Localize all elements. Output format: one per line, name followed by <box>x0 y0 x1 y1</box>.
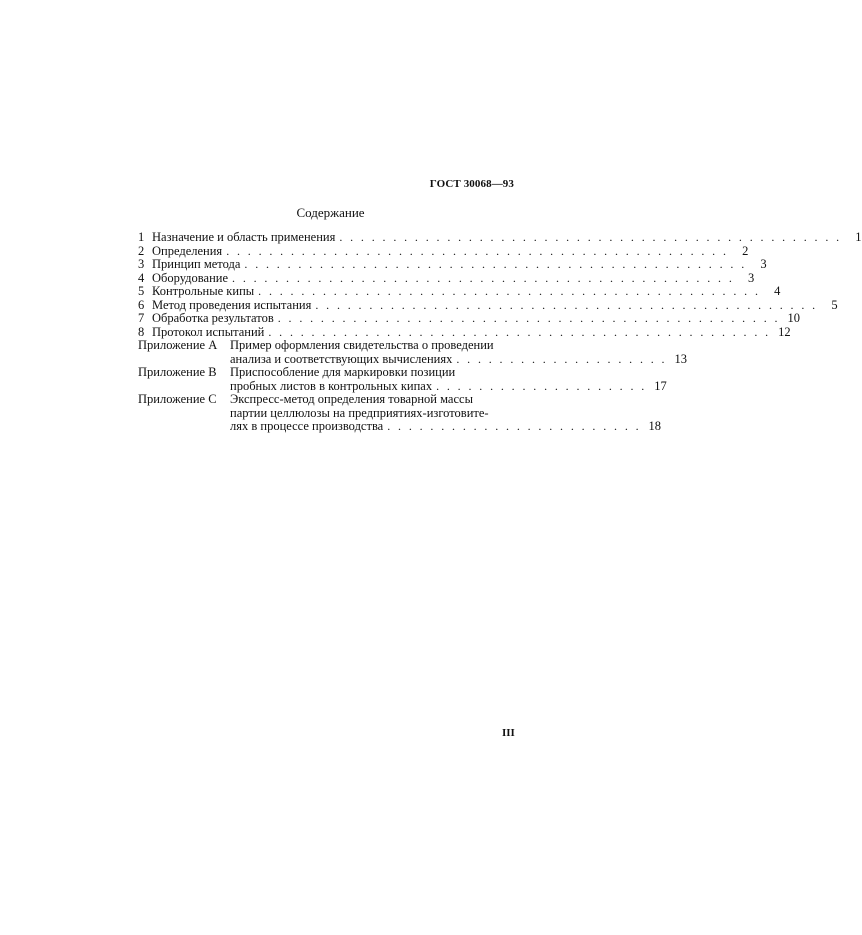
dot-leader: . . . . . . . . . . . . . . . . . . . . . . . . . . . . . . . . . . . . . . . . . . . . . . . <box>277 311 780 325</box>
toc-entry-2[interactable] <box>138 243 749 259</box>
toc-entry-1[interactable] <box>138 230 862 245</box>
table-of-contents <box>138 230 862 434</box>
toc-entry-page: 18 <box>648 419 662 433</box>
toc-entry-page: 12 <box>778 324 791 339</box>
toc-appendix-b[interactable] <box>138 365 667 393</box>
page-number: III <box>502 727 515 739</box>
dot-leader: . . . . . . . . . . . . . . . . . . . . <box>436 378 647 393</box>
toc-entry-title: Контрольные кипы <box>152 284 255 298</box>
toc-entry-title: Обработка результатов <box>152 311 274 325</box>
toc-entry-number: 6 <box>138 297 145 312</box>
dot-leader: . . . . . . . . . . . . . . . . . . . . . . . . . . . . . . . . . . . . . . . . . . . . . . . <box>258 284 761 298</box>
appendix-title-line: Приспособление для маркировки позиции <box>230 365 456 379</box>
appendix-title-line: Пример оформления свидетельства о проведении <box>230 338 494 352</box>
toc-entry-page: 2 <box>742 243 749 258</box>
appendix-label: Приложение А <box>138 338 218 352</box>
toc-entry-page: 3 <box>760 257 767 271</box>
appendix-title-line: анализа и соответствующих вычислениях <box>230 351 453 366</box>
toc-entry-page: 3 <box>747 270 755 285</box>
dot-leader: . . . . . . . . . . . . . . . . . . . . . . . . . . . . . . . . . . . . . . . . . . . . . . . <box>339 230 842 244</box>
toc-entry-page: 5 <box>831 297 838 312</box>
document-code: ГОСТ 30068—93 <box>429 178 514 190</box>
toc-entry-page: 4 <box>774 284 781 298</box>
toc-appendix-c[interactable] <box>138 392 662 434</box>
dot-leader: . . . . . . . . . . . . . . . . . . . . . . . . . . . . . . . . . . . . . . . . . . . . . . . <box>244 257 747 271</box>
toc-entry-page: 10 <box>787 311 800 325</box>
toc-entry-title: Протокол испытаний <box>152 324 265 339</box>
appendix-title-line: пробных листов в контрольных кипах <box>230 378 433 393</box>
appendix-title-line: лях в процессе производства <box>230 419 384 433</box>
toc-entry-7[interactable] <box>138 311 800 326</box>
toc-entry-number: 5 <box>138 284 145 298</box>
dot-leader: . . . . . . . . . . . . . . . . . . . . . . . . <box>387 419 642 433</box>
toc-entry-5[interactable] <box>138 284 781 299</box>
toc-entry-page: 13 <box>674 351 687 366</box>
dot-leader: . . . . . . . . . . . . . . . . . . . . . . . . . . . . . . . . . . . . . . . . . . . . . . . <box>226 243 729 258</box>
toc-entry-number: 3 <box>138 257 145 271</box>
appendix-title-line: партии целлюлозы на предприятиях-изготовите- <box>230 405 489 420</box>
toc-entry-number: 1 <box>138 230 145 244</box>
toc-entry-number: 2 <box>138 243 145 258</box>
toc-entry-page: 17 <box>654 378 667 393</box>
dot-leader: . . . . . . . . . . . . . . . . . . . . . . . . . . . . . . . . . . . . . . . . . . . . . . . <box>315 297 818 312</box>
dot-leader: . . . . . . . . . . . . . . . . . . . . <box>456 351 667 366</box>
appendix-label: Приложение В <box>138 365 217 379</box>
toc-entry-number: 7 <box>138 311 145 325</box>
appendix-title-line: Экспресс-метод определения товарной массы <box>230 392 473 406</box>
dot-leader: . . . . . . . . . . . . . . . . . . . . . . . . . . . . . . . . . . . . . . . . . . . . . . . <box>232 270 735 285</box>
toc-entry-page: 1 <box>855 230 862 244</box>
toc-entry-3[interactable] <box>138 257 767 272</box>
toc-entry-title: Определения <box>152 243 223 258</box>
toc-title: Содержание <box>296 205 365 220</box>
toc-entry-6[interactable] <box>138 297 838 313</box>
toc-entry-number: 4 <box>138 270 145 285</box>
toc-entry-number: 8 <box>138 324 145 339</box>
toc-entry-title: Оборудование <box>152 270 229 285</box>
toc-appendix-a[interactable] <box>138 338 687 366</box>
toc-entry-8[interactable] <box>138 324 791 340</box>
dot-leader: . . . . . . . . . . . . . . . . . . . . . . . . . . . . . . . . . . . . . . . . . . . . . . . <box>268 324 771 339</box>
toc-entry-4[interactable] <box>138 270 755 286</box>
toc-entry-title: Назначение и область применения <box>152 230 336 244</box>
toc-entry-title: Принцип метода <box>152 257 241 271</box>
toc-entry-title: Метод проведения испытания <box>152 297 312 312</box>
appendix-label: Приложение С <box>138 392 217 406</box>
